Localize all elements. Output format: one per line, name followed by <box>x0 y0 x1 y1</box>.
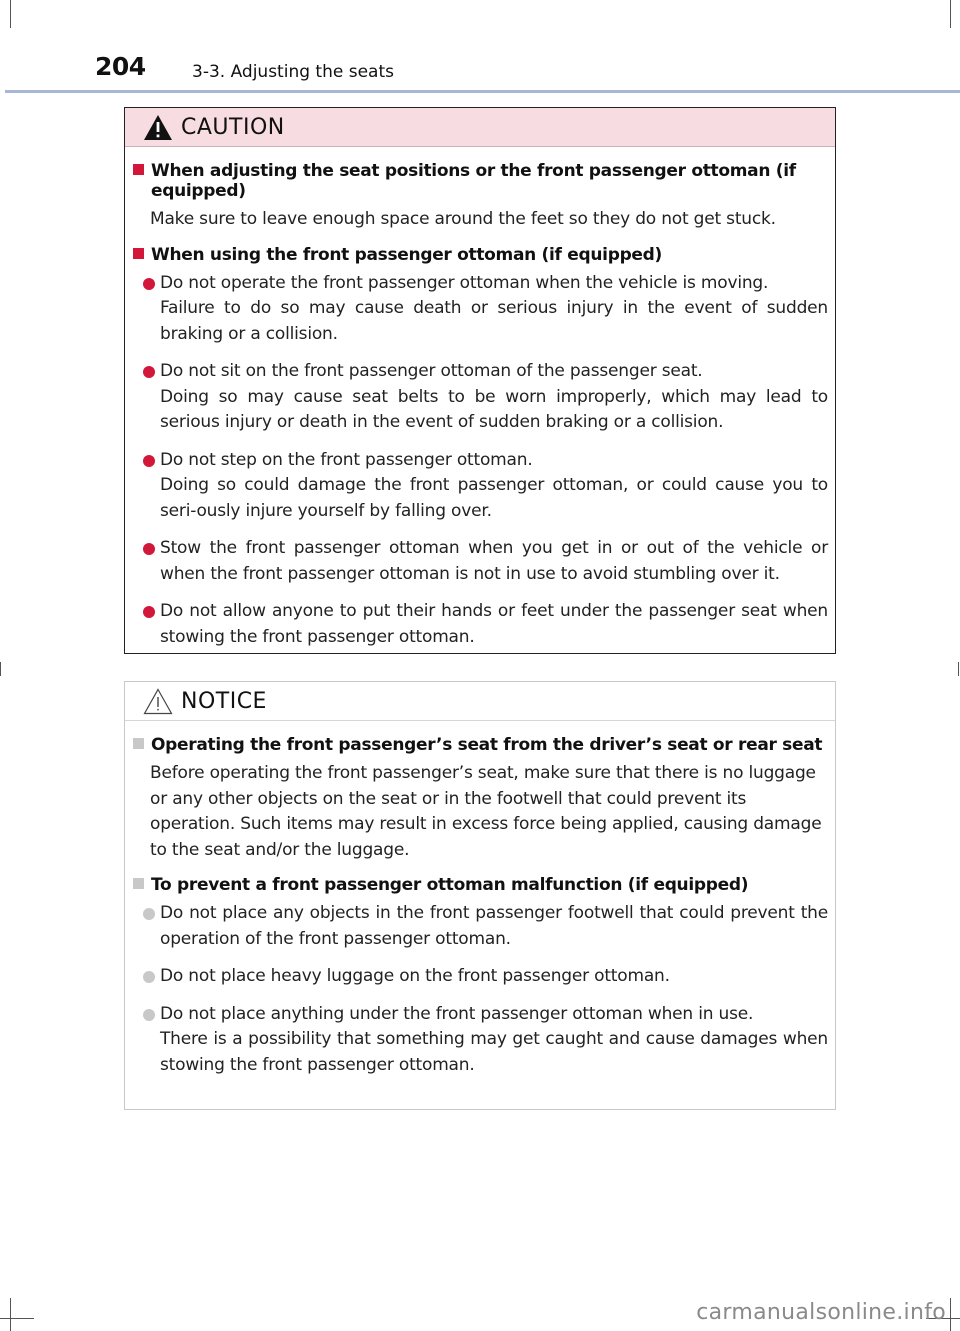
bullet-detail: There is a possibility that something may get caught and cause damages when stowing the front passenger ottoman. <box>160 1029 828 1075</box>
bullet-lead: Do not step on the front passenger ottoman. <box>160 449 533 470</box>
section-heading-text: When using the front passenger ottoman (if equipped) <box>151 244 663 265</box>
bullet-lead: Do not place anything under the front passenger ottoman when in use. <box>160 1003 754 1024</box>
caution-box <box>124 107 836 654</box>
notice-body <box>125 721 835 1078</box>
watermark: carmanualsonline.info <box>696 1300 946 1325</box>
notice-warning-icon <box>143 688 173 715</box>
section-heading-text: When adjusting the seat positions or the front passenger ottoman (if equipped) <box>151 161 796 201</box>
round-bullet-icon <box>143 908 155 920</box>
bullet-item <box>143 359 828 436</box>
bullet-lead: Do not sit on the front passenger ottoman of the passenger seat. <box>160 361 703 381</box>
round-bullet-icon <box>143 1009 155 1021</box>
section-heading <box>133 875 828 895</box>
crop-mark <box>0 662 1 676</box>
square-bullet-icon <box>133 248 144 259</box>
bullet-item <box>143 964 828 990</box>
bullet-lead: Stow the front passenger ottoman when you get in or out of the vehicle or when the front passenger ottoman is not in use to avoid stumbling over it. <box>160 538 828 584</box>
section-heading <box>133 735 828 755</box>
bullet-item <box>143 901 828 952</box>
paragraph: Make sure to leave enough space around the feet so they do not get stuck. <box>150 209 776 229</box>
bullet-item <box>143 448 828 525</box>
section-heading-text: To prevent a front passenger ottoman malfunction (if equipped) <box>151 875 749 895</box>
caution-header <box>125 108 835 147</box>
bullet-item <box>143 536 828 587</box>
caution-body <box>125 147 835 650</box>
header-rule <box>5 90 960 93</box>
bullet-item <box>143 1002 828 1079</box>
round-bullet-icon <box>143 455 155 467</box>
bullet-lead: Do not place heavy luggage on the front passenger ottoman. <box>160 966 670 986</box>
paragraph: Before operating the front passenger’s seat, make sure that there is no luggage or any other objects on the seat or in the footwell that could prevent its operation. Such items may result in excess force being applied, causing damage to the seat and/or the luggage. <box>150 763 822 860</box>
round-bullet-icon <box>143 971 155 983</box>
notice-box <box>124 681 836 1110</box>
section-heading <box>133 161 828 201</box>
bullet-detail: Failure to do so may cause death or serious injury in the event of sudden braking or a collision. <box>160 298 828 344</box>
section-heading-text: Operating the front passenger’s seat from the driver’s seat or rear seat <box>151 735 823 755</box>
round-bullet-icon <box>143 543 155 555</box>
crop-mark <box>958 662 959 676</box>
bullet-detail: Doing so may cause seat belts to be worn improperly, which may lead to serious injury or death in the event of sudden braking or a collision. <box>160 386 828 432</box>
notice-heading: NOTICE <box>181 688 267 714</box>
square-bullet-icon <box>133 878 144 889</box>
square-bullet-icon <box>133 164 144 175</box>
section-heading <box>133 245 828 265</box>
page-header <box>0 0 960 92</box>
bullet-lead: Do not allow anyone to put their hands or feet under the passenger seat when stowing the front passenger ottoman. <box>160 601 828 647</box>
round-bullet-icon <box>143 278 155 290</box>
bullet-detail: Doing so could damage the front passenger ottoman, or could cause you to seri-ously injure yourself by falling over. <box>160 475 828 521</box>
bullet-lead: Do not operate the front passenger ottoman when the vehicle is moving. <box>160 272 769 293</box>
warning-icon <box>143 114 173 141</box>
round-bullet-icon <box>143 366 155 378</box>
crop-mark <box>0 1318 34 1319</box>
crop-mark <box>10 1298 11 1331</box>
bullet-item <box>143 271 828 348</box>
square-bullet-icon <box>133 738 144 749</box>
bullet-lead: Do not place any objects in the front passenger footwell that could prevent the operation of the front passenger ottoman. <box>160 903 828 949</box>
caution-heading: CAUTION <box>181 114 285 140</box>
bullet-item <box>143 599 828 650</box>
page-number: 204 <box>95 52 146 81</box>
crop-mark <box>950 1298 951 1331</box>
notice-header <box>125 682 835 721</box>
section-title: 3-3. Adjusting the seats <box>192 62 394 82</box>
round-bullet-icon <box>143 606 155 618</box>
